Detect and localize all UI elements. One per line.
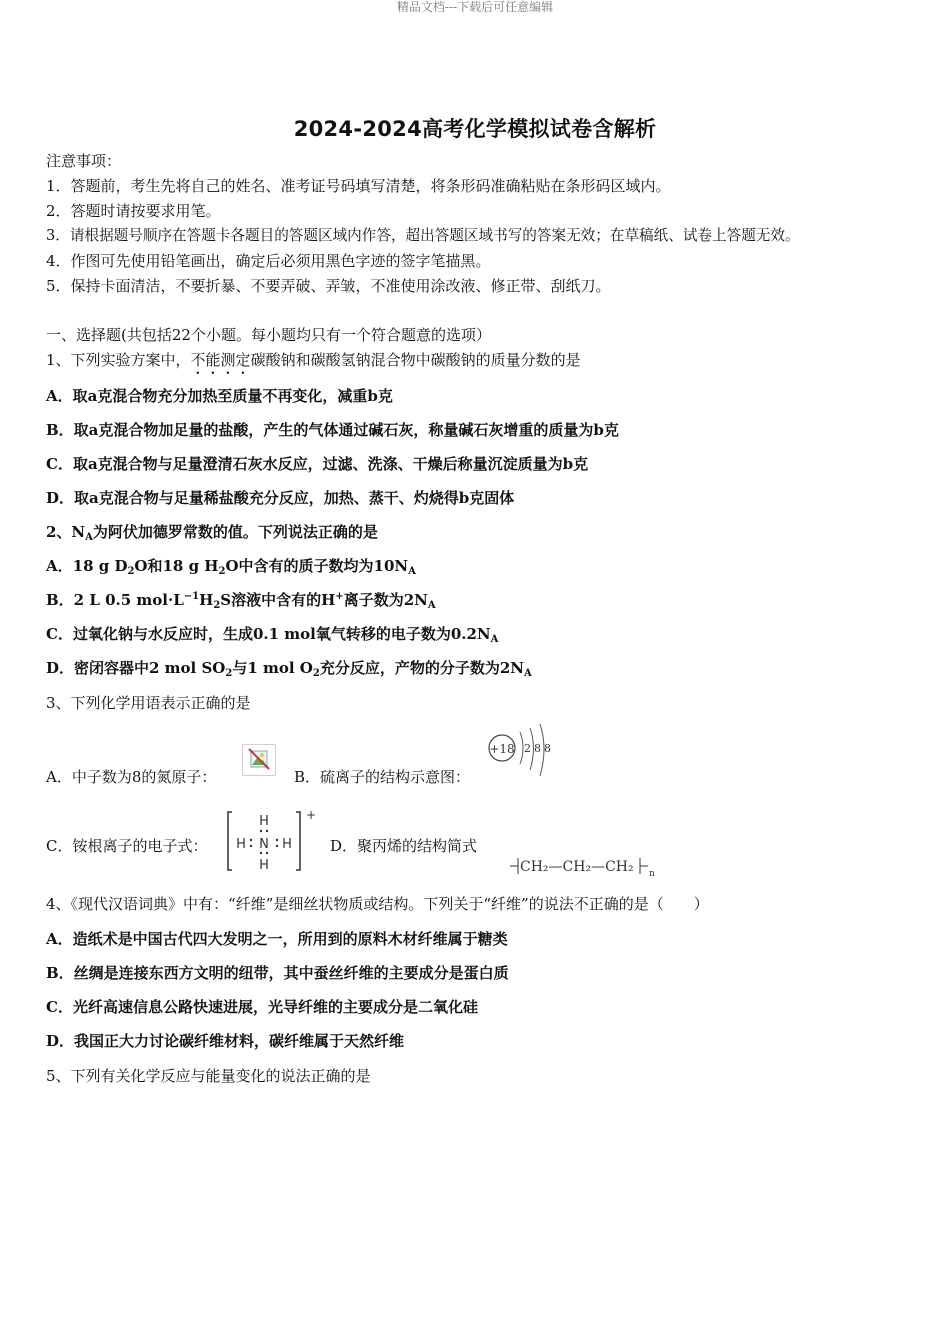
nucleus-charge: +18 bbox=[489, 742, 515, 756]
text: 2、N bbox=[46, 523, 86, 541]
nitrogen-atom: N bbox=[259, 837, 269, 852]
watermark: 精品文档---下载后可任意编辑 bbox=[396, 0, 554, 14]
text: O和18 g H bbox=[134, 557, 219, 575]
question-3-option-a: A．中子数为8的氮原子： bbox=[46, 768, 217, 786]
question-2-option-d bbox=[46, 658, 532, 678]
shell-electrons: 8 bbox=[544, 742, 551, 755]
text: S溶液中含有的H bbox=[220, 591, 336, 609]
shell-electrons: 2 bbox=[524, 742, 531, 755]
question-1-option-d: D．取a克混合物与足量稀盐酸充分反应，加热、蒸干、灼烧得b克固体 bbox=[46, 489, 515, 507]
stem-text: 1、下列实验方案中， bbox=[46, 351, 191, 369]
subscript: 2 bbox=[213, 600, 221, 611]
subscript: A bbox=[85, 532, 93, 543]
subscript: 2 bbox=[218, 566, 226, 577]
text: A．18 g D bbox=[46, 557, 128, 575]
superscript: −1 bbox=[183, 591, 200, 602]
question-5-stem: 5、下列有关化学反应与能量变化的说法正确的是 bbox=[46, 1067, 371, 1085]
notice-item: 2．答题时请按要求用笔。 bbox=[46, 202, 221, 220]
question-3-option-c: C．铵根离子的电子式： bbox=[46, 837, 208, 855]
sulfide-ion-structure-diagram bbox=[484, 724, 556, 778]
notice-item: 3．请根据题号顺序在答题卡各题目的答题区域内作答，超出答题区域书写的答案无效；在草稿纸、试卷上答题无效。 bbox=[46, 227, 800, 244]
notice-heading: 注意事项： bbox=[46, 152, 122, 170]
ammonium-electron-formula bbox=[224, 806, 316, 876]
notice-item: 5．保持卡面清洁，不要折暴、不要弄破、弄皱，不准使用涂改液、修正带、刮纸刀。 bbox=[46, 277, 611, 295]
question-4-option-a: A．造纸术是中国古代四大发明之一，所用到的原料木材纤维属于糖类 bbox=[46, 930, 508, 948]
subscript: A bbox=[524, 668, 532, 679]
notice-item: 4．作图可先使用铅笔画出，确定后必须用黑色字迹的签字笔描黑。 bbox=[46, 252, 491, 270]
hydrogen-atom: H bbox=[236, 837, 246, 852]
text: 与1 mol O bbox=[232, 659, 313, 677]
question-4-stem: 4、《现代汉语词典》中有：“纤维”是细丝状物质或结构。下列关于“纤维”的说法不正确的是（ ） bbox=[46, 895, 709, 913]
superscript: + bbox=[335, 591, 344, 602]
stem-text: 碳酸钠和碳酸氢钠混合物中碳酸钠的质量分数的是 bbox=[250, 351, 581, 369]
text: C．过氧化钠与水反应时，生成0.1 mol氧气转移的电子数为0.2N bbox=[46, 625, 491, 643]
question-3-stem: 3、下列化学用语表示正确的是 bbox=[46, 694, 251, 712]
shell-electrons: 8 bbox=[534, 742, 541, 755]
question-2-option-c bbox=[46, 624, 498, 644]
question-1-option-a: A．取a克混合物充分加热至质量不再变化，减重b克 bbox=[46, 387, 393, 405]
question-3-option-b: B．硫离子的结构示意图： bbox=[294, 768, 471, 786]
repeat-unit: CH₂—CH₂—CH₂ bbox=[520, 859, 634, 875]
page-title: 2024-2024高考化学模拟试卷含解析 bbox=[293, 117, 657, 141]
question-1-option-c: C．取a克混合物与足量澄清石灰水反应，过滤、洗涤、干燥后称量沉淀质量为b克 bbox=[46, 455, 589, 473]
hydrogen-atom: H bbox=[259, 858, 269, 873]
hydrogen-atom: H bbox=[259, 814, 269, 829]
subscript: A bbox=[490, 634, 499, 645]
notice-item: 1．答题前，考生先将自己的姓名、准考证号码填写清楚，将条形码准确粘贴在条形码区域内。 bbox=[46, 177, 671, 195]
polypropylene-formula bbox=[506, 852, 662, 878]
subscript: A bbox=[427, 600, 436, 611]
text: 充分反应，产物的分子数为2N bbox=[319, 659, 524, 677]
emphasis-text: 不能测定 bbox=[190, 351, 251, 369]
text: O中含有的质子数均为10N bbox=[225, 557, 409, 575]
question-2-stem bbox=[46, 522, 378, 542]
question-2-option-b bbox=[46, 590, 436, 610]
subscript: 2 bbox=[225, 668, 233, 679]
ion-charge: + bbox=[306, 808, 316, 822]
question-4-option-b: B．丝绸是连接东西方文明的纽带，其中蚕丝纤维的主要成分是蛋白质 bbox=[46, 964, 509, 982]
question-1-option-b: B．取a克混合物加足量的盐酸，产生的气体通过碱石灰，称量碱石灰增重的质量为b克 bbox=[46, 421, 619, 439]
subscript: 2 bbox=[312, 668, 320, 679]
subscript: A bbox=[408, 566, 416, 577]
section-heading: 一、选择题(共包括22个小题。每小题均只有一个符合题意的选项） bbox=[46, 326, 491, 344]
question-2-option-a bbox=[46, 556, 416, 576]
text: 离子数为2N bbox=[343, 591, 428, 609]
subscript: 2 bbox=[127, 566, 135, 577]
text: H bbox=[199, 591, 214, 609]
question-4-option-c: C．光纤高速信息公路快速进展，光导纤维的主要成分是二氧化硅 bbox=[46, 998, 478, 1016]
question-3-option-d: D．聚丙烯的结构简式 bbox=[330, 837, 478, 855]
text: 为阿伏加德罗常数的值。下列说法正确的是 bbox=[92, 523, 378, 541]
question-1-stem bbox=[46, 350, 581, 378]
text: D．密闭容器中2 mol SO bbox=[46, 659, 226, 677]
broken-image-icon bbox=[242, 744, 276, 776]
repeat-count: n bbox=[649, 869, 655, 878]
text: B．2 L 0.5 mol·L bbox=[46, 591, 184, 609]
hydrogen-atom: H bbox=[282, 837, 292, 852]
question-4-option-d: D．我国正大力讨论碳纤维材料，碳纤维属于天然纤维 bbox=[46, 1032, 405, 1050]
